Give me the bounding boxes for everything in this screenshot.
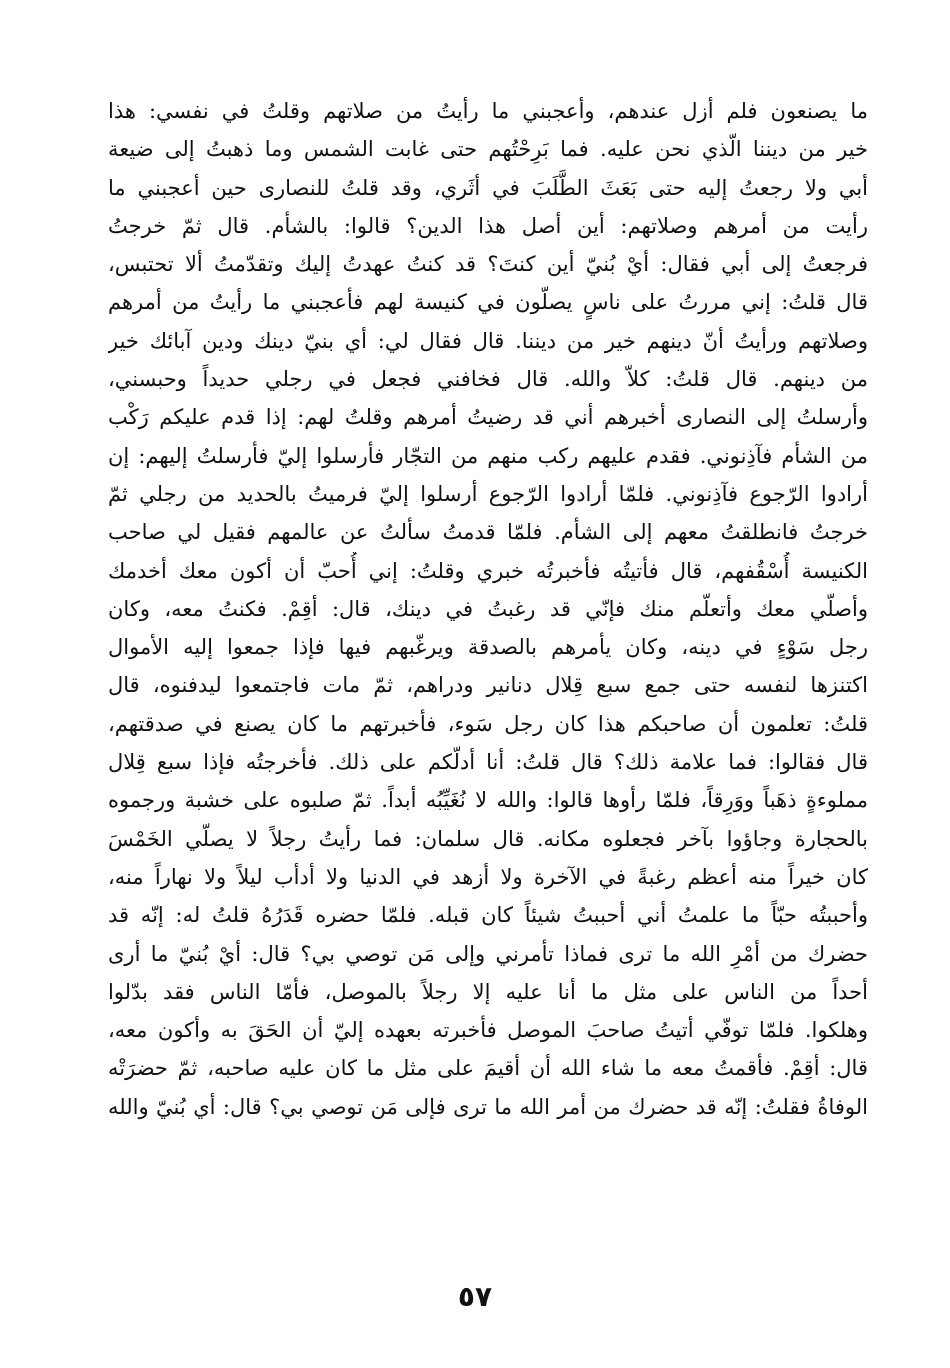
text-line: خرجتُ فانطلقتُ معهم إلى الشأم. فلمّا قدمتُ سألتُ عن عالمهم فقيل لي صاحب xyxy=(108,520,868,545)
text-line: من الشأم فآذِنوني. فقدم عليهم ركب منهم من التجّار فأرسلوا إليّ فأرسلتُ إليهم: إن xyxy=(108,443,868,468)
text-line: حضرك من أمْرِ الله ما ترى فماذا تأمرني وإلى مَن توصي بي؟ قال: أيْ بُنيّ ما أرى xyxy=(108,941,868,966)
text-line: بالحجارة وجاؤوا بآخر فجعلوه مكانه. قال سلمان: فما رأيتُ رجلاً لا يصلّي الخَمْسَ xyxy=(108,826,868,851)
text-line: الوفاةُ فقلتُ: إنّه قد حضرك من أمر الله ما ترى فإلى مَن توصي بي؟ قال: أي بُنيّ والله xyxy=(108,1094,868,1119)
text-line: أبي ولا رجعتُ إليه حتى بَعَثَ الطَّلَبَ في أثَري، وقد قلتُ للنصارى حين أعجبني ما xyxy=(108,175,868,200)
text-line: وأصلّي معك وأتعلّم منك فإنّي قد رغبتُ في دينك، قال: أقِمْ. فكنتُ معه، وكان xyxy=(108,596,868,621)
text-line: أرادوا الرّجوع فآذِنوني. فلمّا أرادوا الرّجوع أرسلوا إليّ فرميتُ بالحديد من رجلي ثمّ xyxy=(108,481,868,506)
text-line: قال: أقِمْ. فأقمتُ معه ما شاء الله أن أقيمَ على مثل ما كان عليه صاحبه، ثمّ حضرَتْه xyxy=(108,1056,868,1081)
text-line: أحداً من الناس على مثل ما أنا عليه إلا رجلاً بالموصل، فأمّا الناس فقد بدّلوا xyxy=(108,979,868,1004)
text-line: مملوءةٍ ذهَباً ووَرِقاً، فلمّا رأوها قالوا: والله لا نُغَيِّبُه أبداً. ثمّ صلبوه على خشبة ورجموه xyxy=(108,788,868,813)
text-line: كان خيراً منه أعظم رغبةً في الآخرة ولا أزهد في الدنيا ولا أدأب ليلاً ولا نهاراً منه، xyxy=(108,864,868,889)
text-line: قال فقالوا: فما علامة ذلك؟ قال قلتُ: أنا أدلّكم على ذلك. فأخرجتُه فإذا سبع قِلال xyxy=(108,750,868,775)
text-line: اكتنزها لنفسه حتى جمع سبع قِلال دنانير ودراهم، ثمّ مات فاجتمعوا ليدفنوه، قال xyxy=(108,673,868,698)
text-line: وأحببتُه حبّاً ما علمتُ أني أحببتُ شيئاً كان قبله. فلمّا حضره قَدَرُهُ قلتُ له: إنّه قد xyxy=(108,903,868,928)
text-line: قال قلتُ: إني مررتُ على ناسٍ يصلّون في كنيسة لهم فأعجبني ما رأيتُ من أمرهم xyxy=(108,290,868,315)
text-line: رأيت من أمرهم وصلاتهم: أين أصل هذا الدين؟ قالوا: بالشأم. قال ثمّ خرجتُ xyxy=(108,213,868,238)
text-line: الكنيسة أُسْقُفهم، قال فأتيتُه فأخبرتُه خبري وقلتُ: إني أُحبّ أن أكون معك أخدمك xyxy=(108,558,868,583)
text-line: قلتُ: تعلمون أن صاحبكم هذا كان رجل سَوء، فأخبرتهم ما كان يصنع في صدقتهم، xyxy=(108,711,868,736)
text-line: ما يصنعون فلم أزل عندهم، وأعجبني ما رأيتُ من صلاتهم وقلتُ في نفسي: هذا xyxy=(108,99,868,123)
text-line: وهلكوا. فلمّا توفّي أتيتُ صاحبَ الموصل فأخبرته بعهده إليّ أن الحَقَ به وأكون معه، xyxy=(108,1018,868,1043)
text-line: رجل سَوْءٍ في دينه، وكان يأمرهم بالصدقة ويرغّبهم فيها فإذا جمعوا إليه الأموال xyxy=(108,635,868,660)
text-line: وصلاتهم ورأيتُ أنّ دينهم خير من ديننا. قال فقال لي: أي بنيّ دينك ودين آبائك خير xyxy=(108,328,868,353)
text-line: خير من ديننا الّذي نحن عليه. فما بَرِحْتُهم حتى غابت الشمس وما ذهبتُ إلى ضيعة xyxy=(108,137,868,162)
text-line: فرجعتُ إلى أبي فقال: أيْ بُنيّ أين كنتَ؟ قد كنتُ عهدتُ إليك وتقدّمتُ ألا تحتبس، xyxy=(108,252,868,277)
page-number: ٥٧ xyxy=(457,1280,493,1313)
text-line: وأرسلتُ إلى النصارى أخبرهم أني قد رضيتُ أمرهم وقلتُ لهم: إذا قدم عليكم رَكْب xyxy=(108,405,868,430)
body-text xyxy=(108,92,868,1126)
text-line: من دينهم. قال قلتُ: كلاّ والله. قال فخافني فجعل في رجلي حديداً وحبسني، xyxy=(108,367,868,392)
